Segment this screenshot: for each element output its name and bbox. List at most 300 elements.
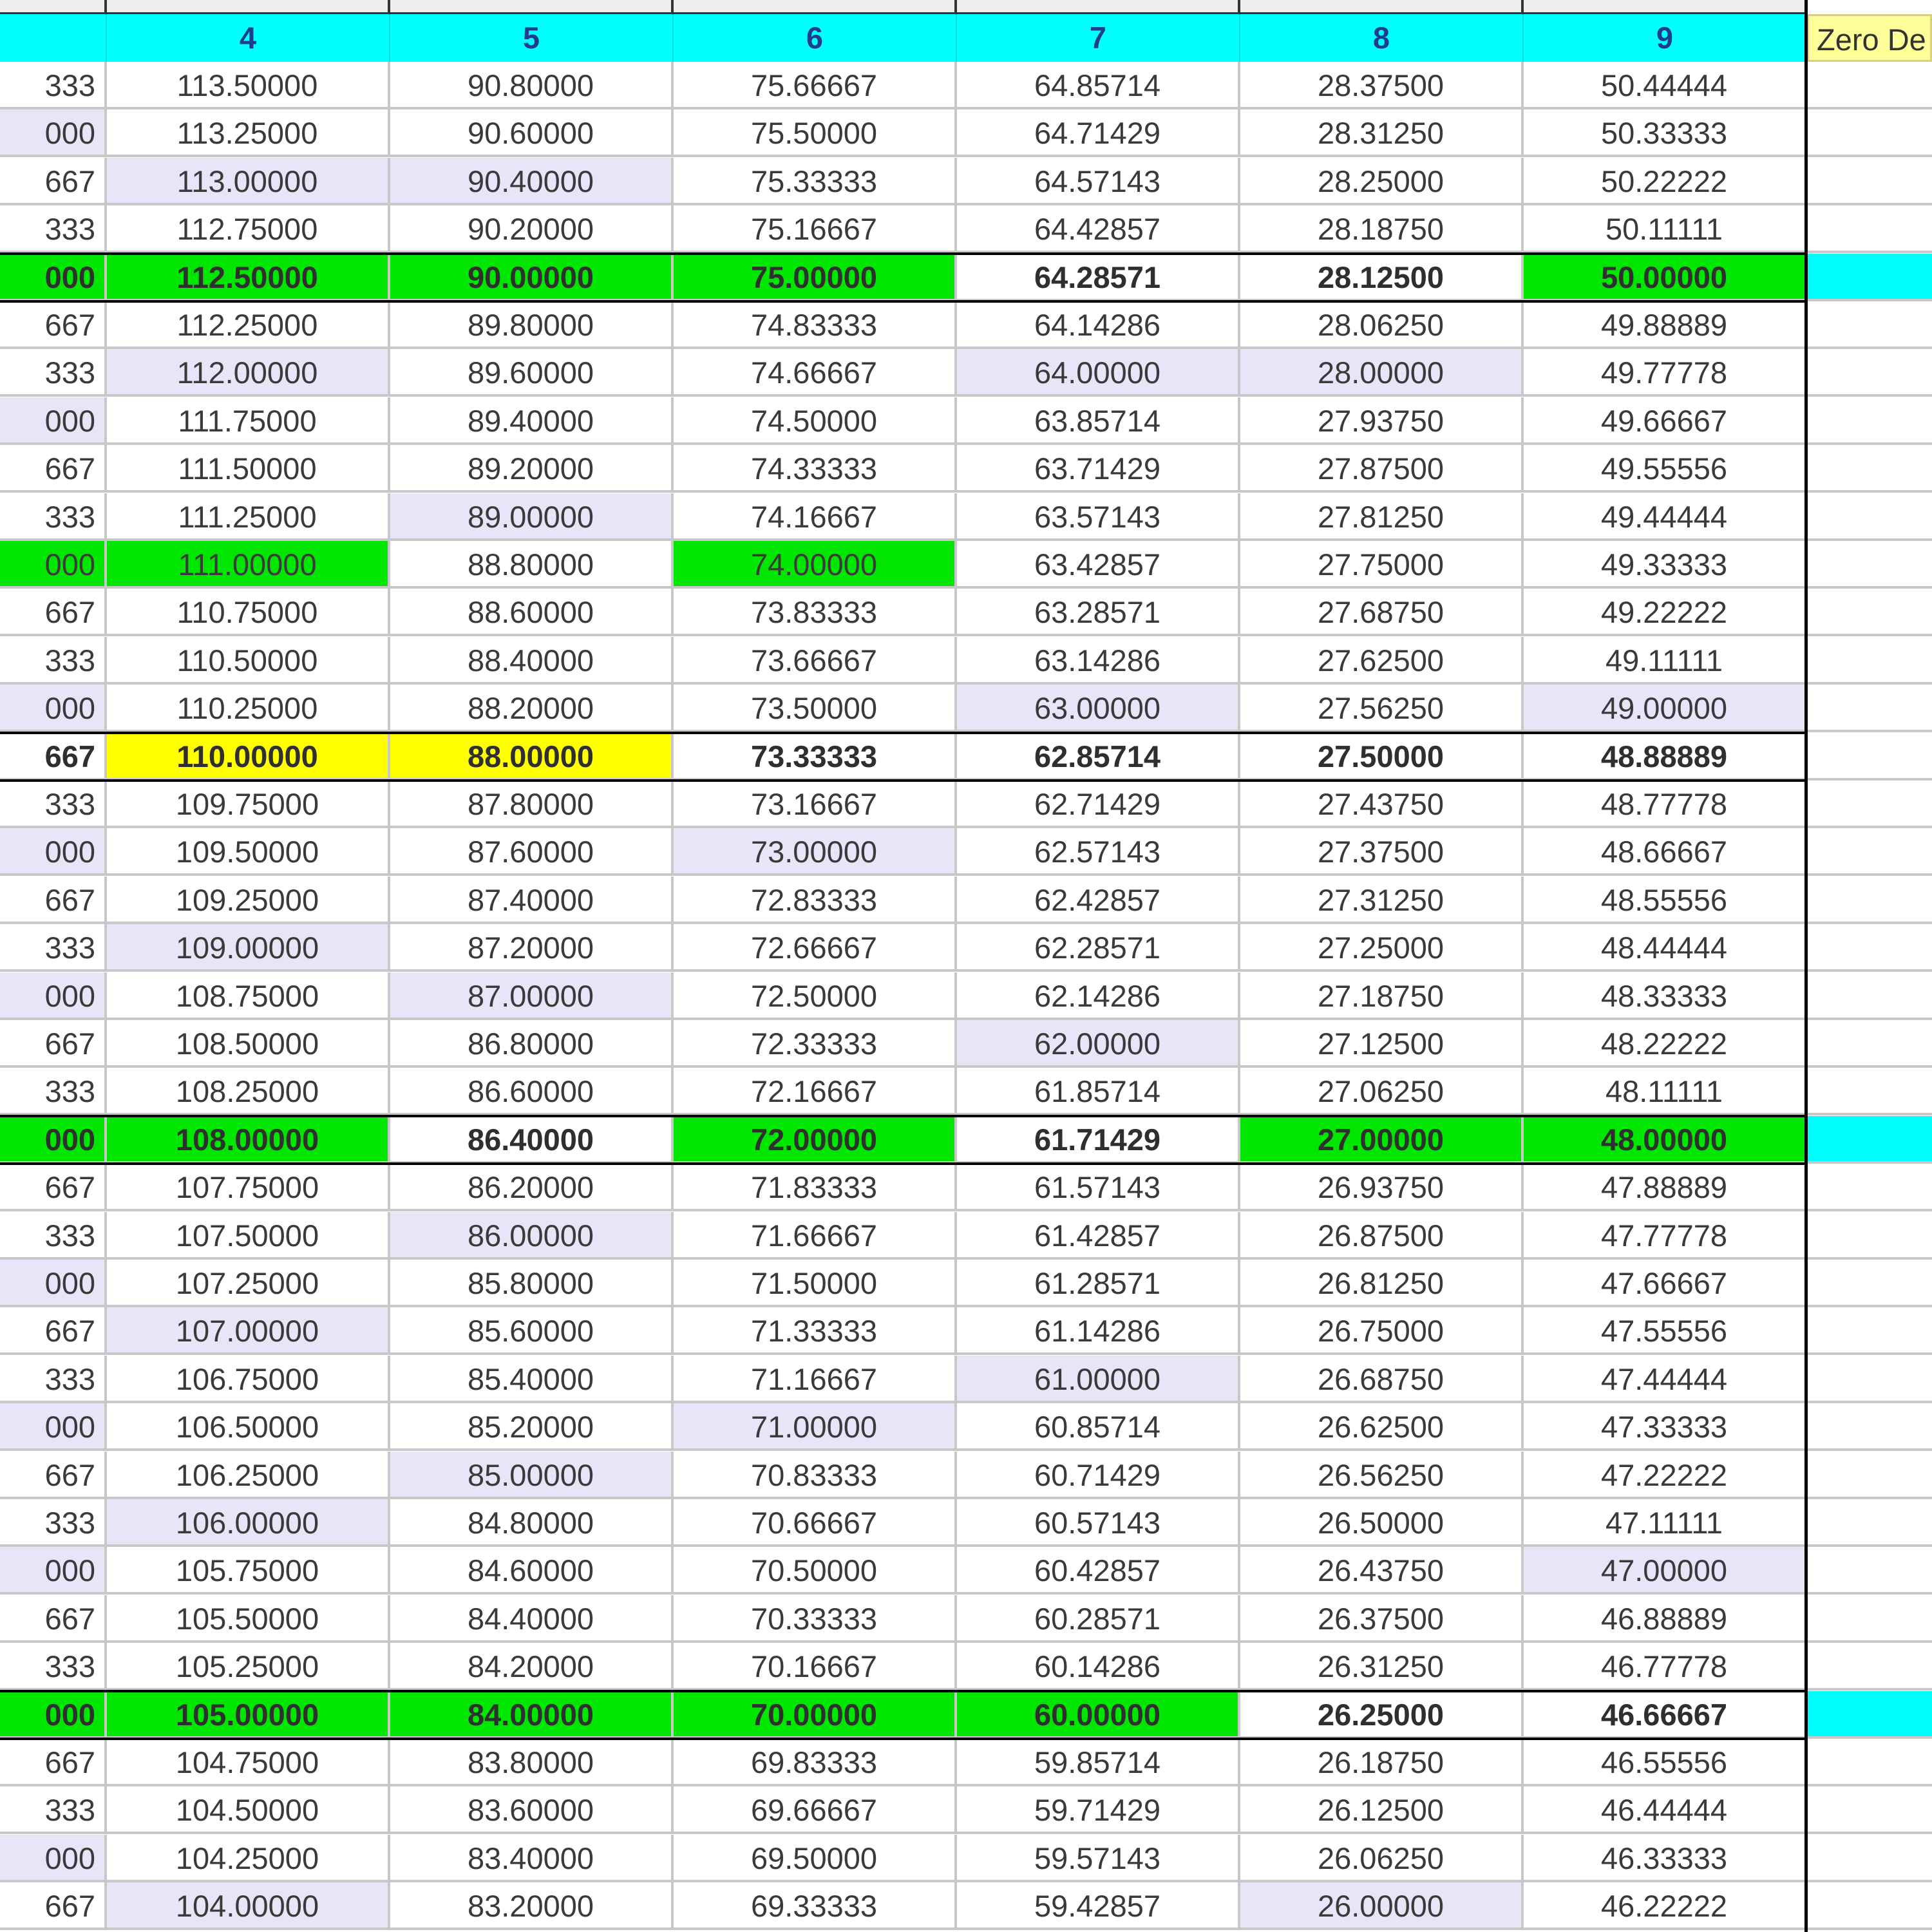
table-cell[interactable]: 000	[0, 397, 107, 445]
table-cell[interactable]: 667	[0, 1164, 107, 1211]
table-cell[interactable]	[1807, 1020, 1932, 1068]
table-cell[interactable]	[1807, 1260, 1932, 1307]
table-cell[interactable]	[1807, 876, 1932, 924]
table-cell[interactable]: 70.16667	[674, 1643, 957, 1690]
table-cell[interactable]: 28.00000	[1240, 349, 1524, 397]
table-cell[interactable]: 85.00000	[390, 1452, 674, 1499]
table-cell[interactable]: 46.88889	[1524, 1595, 1807, 1643]
table-cell[interactable]: 47.55556	[1524, 1307, 1807, 1355]
table-cell[interactable]: 48.88889	[1524, 733, 1807, 781]
table-cell[interactable]: 000	[0, 109, 107, 157]
table-cell[interactable]: 87.40000	[390, 876, 674, 924]
table-cell[interactable]: 000	[0, 1691, 107, 1739]
table-cell[interactable]: 26.12500	[1240, 1786, 1524, 1834]
table-cell[interactable]	[1807, 158, 1932, 205]
table-cell[interactable]: 000	[0, 685, 107, 732]
table-cell[interactable]: 63.85714	[957, 397, 1240, 445]
table-cell[interactable]: 72.33333	[674, 1020, 957, 1068]
table-cell[interactable]	[1807, 349, 1932, 397]
column-header-top[interactable]	[1524, 0, 1807, 14]
table-cell[interactable]: 74.50000	[674, 397, 957, 445]
table-cell[interactable]: 89.80000	[390, 301, 674, 349]
table-cell[interactable]: 000	[0, 1835, 107, 1882]
table-cell[interactable]	[1807, 493, 1932, 541]
table-cell[interactable]: 75.16667	[674, 205, 957, 253]
table-cell[interactable]: 111.50000	[107, 445, 390, 493]
table-cell[interactable]: 333	[0, 493, 107, 541]
table-cell[interactable]: 26.81250	[1240, 1260, 1524, 1307]
table-cell[interactable]: 64.71429	[957, 109, 1240, 157]
table-cell[interactable]: 26.25000	[1240, 1691, 1524, 1739]
table-cell[interactable]: 000	[0, 541, 107, 589]
table-cell[interactable]: 46.44444	[1524, 1786, 1807, 1834]
table-cell[interactable]: 60.85714	[957, 1403, 1240, 1451]
table-cell[interactable]: 90.40000	[390, 158, 674, 205]
table-cell[interactable]: 84.40000	[390, 1595, 674, 1643]
table-cell[interactable]: 667	[0, 158, 107, 205]
table-cell[interactable]: 27.50000	[1240, 733, 1524, 781]
table-cell[interactable]: 90.80000	[390, 62, 674, 109]
table-cell[interactable]: 50.00000	[1524, 254, 1807, 301]
table-cell[interactable]: 47.22222	[1524, 1452, 1807, 1499]
table-cell[interactable]: 667	[0, 301, 107, 349]
table-cell[interactable]: 333	[0, 1356, 107, 1403]
table-cell[interactable]	[1807, 637, 1932, 685]
table-cell[interactable]: 63.14286	[957, 637, 1240, 685]
table-cell[interactable]: 000	[0, 1547, 107, 1595]
table-cell[interactable]: 333	[0, 1212, 107, 1260]
table-cell[interactable]	[1807, 1643, 1932, 1690]
table-cell[interactable]: 000	[0, 1403, 107, 1451]
table-cell[interactable]: 47.00000	[1524, 1547, 1807, 1595]
table-cell[interactable]	[1807, 397, 1932, 445]
column-header-top[interactable]	[0, 0, 107, 14]
table-cell[interactable]: 87.20000	[390, 924, 674, 972]
table-cell[interactable]: 63.71429	[957, 445, 1240, 493]
table-cell[interactable]: 112.75000	[107, 205, 390, 253]
table-cell[interactable]: 73.50000	[674, 685, 957, 732]
table-cell[interactable]: 72.83333	[674, 876, 957, 924]
table-cell[interactable]: 74.00000	[674, 541, 957, 589]
table-cell[interactable]	[1807, 1403, 1932, 1451]
table-cell[interactable]	[1807, 1835, 1932, 1882]
table-cell[interactable]: 108.75000	[107, 972, 390, 1020]
column-header-top[interactable]	[957, 0, 1240, 14]
table-cell[interactable]: 72.50000	[674, 972, 957, 1020]
table-cell[interactable]: 27.25000	[1240, 924, 1524, 972]
table-cell[interactable]: 27.81250	[1240, 493, 1524, 541]
table-cell[interactable]: 89.20000	[390, 445, 674, 493]
table-cell[interactable]: 105.25000	[107, 1643, 390, 1690]
table-cell[interactable]: 60.14286	[957, 1643, 1240, 1690]
table-cell[interactable]: 88.60000	[390, 589, 674, 636]
table-cell[interactable]: 72.66667	[674, 924, 957, 972]
table-cell[interactable]: 27.93750	[1240, 397, 1524, 445]
table-cell[interactable]: 61.28571	[957, 1260, 1240, 1307]
table-cell[interactable]: 49.11111	[1524, 637, 1807, 685]
table-cell[interactable]: 69.83333	[674, 1739, 957, 1786]
table-cell[interactable]: 73.66667	[674, 637, 957, 685]
table-cell[interactable]: 000	[0, 972, 107, 1020]
table-cell[interactable]: 71.33333	[674, 1307, 957, 1355]
table-cell[interactable]: 26.43750	[1240, 1547, 1524, 1595]
table-cell[interactable]: 84.00000	[390, 1691, 674, 1739]
table-cell[interactable]: 49.44444	[1524, 493, 1807, 541]
table-cell[interactable]: 27.37500	[1240, 828, 1524, 876]
table-cell[interactable]: 86.00000	[390, 1212, 674, 1260]
table-cell[interactable]: 26.06250	[1240, 1835, 1524, 1882]
table-cell[interactable]: 89.00000	[390, 493, 674, 541]
table-cell[interactable]: 333	[0, 781, 107, 828]
table-cell[interactable]: 000	[0, 828, 107, 876]
table-cell[interactable]: 106.00000	[107, 1499, 390, 1547]
table-cell[interactable]: 48.77778	[1524, 781, 1807, 828]
table-cell[interactable]: 63.28571	[957, 589, 1240, 636]
table-cell[interactable]	[1807, 445, 1932, 493]
table-cell[interactable]: 74.66667	[674, 349, 957, 397]
table-cell[interactable]: 62.14286	[957, 972, 1240, 1020]
table-cell[interactable]: 74.16667	[674, 493, 957, 541]
table-cell[interactable]: 73.00000	[674, 828, 957, 876]
table-cell[interactable]: 64.14286	[957, 301, 1240, 349]
header-cell-zero[interactable]: Zero De	[1807, 14, 1932, 62]
table-cell[interactable]: 105.75000	[107, 1547, 390, 1595]
table-cell[interactable]: 89.60000	[390, 349, 674, 397]
header-cell-9[interactable]: 9	[1524, 14, 1807, 62]
table-cell[interactable]	[1807, 1595, 1932, 1643]
table-cell[interactable]: 62.71429	[957, 781, 1240, 828]
table-cell[interactable]: 59.71429	[957, 1786, 1240, 1834]
table-cell[interactable]: 667	[0, 733, 107, 781]
table-cell[interactable]: 111.25000	[107, 493, 390, 541]
table-cell[interactable]: 90.60000	[390, 109, 674, 157]
table-cell[interactable]: 50.11111	[1524, 205, 1807, 253]
table-cell[interactable]: 333	[0, 205, 107, 253]
table-cell[interactable]: 28.06250	[1240, 301, 1524, 349]
table-cell[interactable]: 85.80000	[390, 1260, 674, 1307]
table-cell[interactable]: 28.37500	[1240, 62, 1524, 109]
table-cell[interactable]: 64.00000	[957, 349, 1240, 397]
table-cell[interactable]: 49.77778	[1524, 349, 1807, 397]
table-cell[interactable]: 75.50000	[674, 109, 957, 157]
table-cell[interactable]	[1807, 1356, 1932, 1403]
table-cell[interactable]: 333	[0, 637, 107, 685]
table-cell[interactable]: 75.33333	[674, 158, 957, 205]
header-cell-6[interactable]: 6	[674, 14, 957, 62]
table-cell[interactable]: 90.00000	[390, 254, 674, 301]
table-cell[interactable]	[1807, 1164, 1932, 1211]
table-cell[interactable]	[1807, 1212, 1932, 1260]
table-cell[interactable]: 71.83333	[674, 1164, 957, 1211]
table-cell[interactable]: 62.85714	[957, 733, 1240, 781]
table-cell[interactable]: 59.57143	[957, 1835, 1240, 1882]
table-cell[interactable]	[1807, 1452, 1932, 1499]
table-cell[interactable]: 667	[0, 1307, 107, 1355]
column-header-top[interactable]	[674, 0, 957, 14]
table-cell[interactable]: 111.00000	[107, 541, 390, 589]
table-cell[interactable]: 46.77778	[1524, 1643, 1807, 1690]
table-cell[interactable]	[1807, 205, 1932, 253]
table-cell[interactable]	[1807, 1499, 1932, 1547]
table-cell[interactable]: 50.33333	[1524, 109, 1807, 157]
table-cell[interactable]: 667	[0, 1595, 107, 1643]
table-cell[interactable]: 000	[0, 254, 107, 301]
table-cell[interactable]: 48.00000	[1524, 1116, 1807, 1164]
table-cell[interactable]: 107.75000	[107, 1164, 390, 1211]
table-cell[interactable]: 27.12500	[1240, 1020, 1524, 1068]
table-cell[interactable]: 112.50000	[107, 254, 390, 301]
table-cell[interactable]	[1807, 254, 1932, 301]
table-cell[interactable]: 47.77778	[1524, 1212, 1807, 1260]
table-cell[interactable]: 70.83333	[674, 1452, 957, 1499]
table-cell[interactable]: 26.56250	[1240, 1452, 1524, 1499]
table-cell[interactable]: 109.75000	[107, 781, 390, 828]
table-cell[interactable]: 106.75000	[107, 1356, 390, 1403]
table-cell[interactable]: 63.57143	[957, 493, 1240, 541]
table-cell[interactable]	[1807, 781, 1932, 828]
table-cell[interactable]: 49.66667	[1524, 397, 1807, 445]
table-cell[interactable]: 87.80000	[390, 781, 674, 828]
table-cell[interactable]: 108.50000	[107, 1020, 390, 1068]
table-cell[interactable]: 000	[0, 1260, 107, 1307]
table-cell[interactable]: 62.28571	[957, 924, 1240, 972]
table-cell[interactable]: 667	[0, 876, 107, 924]
table-cell[interactable]: 106.25000	[107, 1452, 390, 1499]
table-cell[interactable]: 110.50000	[107, 637, 390, 685]
table-cell[interactable]: 49.22222	[1524, 589, 1807, 636]
table-cell[interactable]: 60.57143	[957, 1499, 1240, 1547]
table-cell[interactable]: 49.88889	[1524, 301, 1807, 349]
table-cell[interactable]: 26.62500	[1240, 1403, 1524, 1451]
table-cell[interactable]: 27.00000	[1240, 1116, 1524, 1164]
table-cell[interactable]: 46.22222	[1524, 1882, 1807, 1930]
table-cell[interactable]: 87.00000	[390, 972, 674, 1020]
table-cell[interactable]: 84.80000	[390, 1499, 674, 1547]
table-cell[interactable]: 71.16667	[674, 1356, 957, 1403]
table-cell[interactable]: 27.87500	[1240, 445, 1524, 493]
table-cell[interactable]: 59.85714	[957, 1739, 1240, 1786]
header-cell-5[interactable]: 5	[390, 14, 674, 62]
table-cell[interactable]: 75.00000	[674, 254, 957, 301]
table-cell[interactable]: 69.66667	[674, 1786, 957, 1834]
table-cell[interactable]	[1807, 924, 1932, 972]
table-cell[interactable]: 667	[0, 1739, 107, 1786]
header-cell-blank[interactable]	[0, 14, 107, 62]
table-cell[interactable]: 61.57143	[957, 1164, 1240, 1211]
table-cell[interactable]: 667	[0, 1020, 107, 1068]
table-cell[interactable]: 105.00000	[107, 1691, 390, 1739]
table-cell[interactable]: 113.25000	[107, 109, 390, 157]
table-cell[interactable]: 70.33333	[674, 1595, 957, 1643]
table-cell[interactable]: 333	[0, 1643, 107, 1690]
table-cell[interactable]: 105.50000	[107, 1595, 390, 1643]
table-cell[interactable]: 333	[0, 924, 107, 972]
table-cell[interactable]: 27.43750	[1240, 781, 1524, 828]
table-cell[interactable]: 86.80000	[390, 1020, 674, 1068]
table-cell[interactable]: 108.00000	[107, 1116, 390, 1164]
table-cell[interactable]: 73.83333	[674, 589, 957, 636]
table-cell[interactable]: 88.20000	[390, 685, 674, 732]
table-cell[interactable]: 107.50000	[107, 1212, 390, 1260]
table-cell[interactable]: 28.31250	[1240, 109, 1524, 157]
table-cell[interactable]: 27.31250	[1240, 876, 1524, 924]
table-cell[interactable]: 26.75000	[1240, 1307, 1524, 1355]
table-cell[interactable]: 48.66667	[1524, 828, 1807, 876]
table-cell[interactable]: 84.60000	[390, 1547, 674, 1595]
table-cell[interactable]: 113.50000	[107, 62, 390, 109]
table-cell[interactable]: 62.42857	[957, 876, 1240, 924]
table-cell[interactable]: 83.60000	[390, 1786, 674, 1834]
table-cell[interactable]: 104.75000	[107, 1739, 390, 1786]
table-cell[interactable]: 113.00000	[107, 158, 390, 205]
table-cell[interactable]: 73.33333	[674, 733, 957, 781]
table-cell[interactable]: 26.31250	[1240, 1643, 1524, 1690]
table-cell[interactable]: 667	[0, 1882, 107, 1930]
table-cell[interactable]: 49.33333	[1524, 541, 1807, 589]
table-cell[interactable]: 61.71429	[957, 1116, 1240, 1164]
table-cell[interactable]: 333	[0, 1786, 107, 1834]
table-cell[interactable]: 26.37500	[1240, 1595, 1524, 1643]
table-cell[interactable]: 26.50000	[1240, 1499, 1524, 1547]
table-cell[interactable]: 106.50000	[107, 1403, 390, 1451]
table-cell[interactable]	[1807, 1307, 1932, 1355]
header-cell-4[interactable]: 4	[107, 14, 390, 62]
table-cell[interactable]: 000	[0, 1116, 107, 1164]
table-cell[interactable]: 85.20000	[390, 1403, 674, 1451]
table-cell[interactable]	[1807, 62, 1932, 109]
table-cell[interactable]: 63.00000	[957, 685, 1240, 732]
table-cell[interactable]: 27.75000	[1240, 541, 1524, 589]
table-cell[interactable]	[1807, 1691, 1932, 1739]
table-cell[interactable]	[1807, 541, 1932, 589]
table-cell[interactable]	[1807, 109, 1932, 157]
table-cell[interactable]: 48.55556	[1524, 876, 1807, 924]
table-cell[interactable]: 89.40000	[390, 397, 674, 445]
table-cell[interactable]: 86.60000	[390, 1068, 674, 1115]
table-cell[interactable]: 111.75000	[107, 397, 390, 445]
table-cell[interactable]: 83.40000	[390, 1835, 674, 1882]
table-cell[interactable]: 61.00000	[957, 1356, 1240, 1403]
table-cell[interactable]: 70.50000	[674, 1547, 957, 1595]
table-cell[interactable]: 61.42857	[957, 1212, 1240, 1260]
table-cell[interactable]	[1807, 972, 1932, 1020]
table-cell[interactable]: 104.25000	[107, 1835, 390, 1882]
table-cell[interactable]: 47.88889	[1524, 1164, 1807, 1211]
table-cell[interactable]: 28.18750	[1240, 205, 1524, 253]
table-cell[interactable]: 26.00000	[1240, 1882, 1524, 1930]
table-cell[interactable]	[1807, 589, 1932, 636]
table-cell[interactable]: 72.16667	[674, 1068, 957, 1115]
column-header-top[interactable]	[390, 0, 674, 14]
table-cell[interactable]: 47.11111	[1524, 1499, 1807, 1547]
table-cell[interactable]: 26.68750	[1240, 1356, 1524, 1403]
table-cell[interactable]: 83.20000	[390, 1882, 674, 1930]
table-cell[interactable]: 112.00000	[107, 349, 390, 397]
table-cell[interactable]: 110.00000	[107, 733, 390, 781]
table-cell[interactable]: 49.55556	[1524, 445, 1807, 493]
table-cell[interactable]: 90.20000	[390, 205, 674, 253]
table-cell[interactable]: 88.80000	[390, 541, 674, 589]
table-cell[interactable]: 75.66667	[674, 62, 957, 109]
table-cell[interactable]: 333	[0, 349, 107, 397]
table-cell[interactable]: 62.00000	[957, 1020, 1240, 1068]
table-cell[interactable]	[1807, 1547, 1932, 1595]
table-cell[interactable]: 50.44444	[1524, 62, 1807, 109]
table-cell[interactable]: 667	[0, 1452, 107, 1499]
table-cell[interactable]: 28.25000	[1240, 158, 1524, 205]
column-header-top[interactable]	[107, 0, 390, 14]
table-cell[interactable]: 86.40000	[390, 1116, 674, 1164]
table-cell[interactable]: 85.60000	[390, 1307, 674, 1355]
table-cell[interactable]: 71.66667	[674, 1212, 957, 1260]
table-cell[interactable]	[1807, 1786, 1932, 1834]
table-cell[interactable]: 333	[0, 1068, 107, 1115]
table-cell[interactable]: 333	[0, 62, 107, 109]
table-cell[interactable]: 47.33333	[1524, 1403, 1807, 1451]
table-cell[interactable]: 28.12500	[1240, 254, 1524, 301]
table-cell[interactable]: 70.00000	[674, 1691, 957, 1739]
table-cell[interactable]: 64.42857	[957, 205, 1240, 253]
table-cell[interactable]: 107.00000	[107, 1307, 390, 1355]
table-cell[interactable]	[1807, 828, 1932, 876]
table-cell[interactable]: 59.42857	[957, 1882, 1240, 1930]
table-cell[interactable]: 48.11111	[1524, 1068, 1807, 1115]
table-cell[interactable]: 110.25000	[107, 685, 390, 732]
table-cell[interactable]	[1807, 1882, 1932, 1930]
table-cell[interactable]: 109.00000	[107, 924, 390, 972]
table-cell[interactable]: 60.28571	[957, 1595, 1240, 1643]
table-cell[interactable]: 60.42857	[957, 1547, 1240, 1595]
header-cell-8[interactable]: 8	[1240, 14, 1524, 62]
table-cell[interactable]: 83.80000	[390, 1739, 674, 1786]
table-cell[interactable]	[1807, 733, 1932, 781]
table-cell[interactable]: 48.22222	[1524, 1020, 1807, 1068]
table-cell[interactable]: 46.55556	[1524, 1739, 1807, 1786]
column-header-top[interactable]	[1240, 0, 1524, 14]
table-cell[interactable]: 107.25000	[107, 1260, 390, 1307]
table-cell[interactable]: 64.85714	[957, 62, 1240, 109]
table-cell[interactable]: 70.66667	[674, 1499, 957, 1547]
table-cell[interactable]: 86.20000	[390, 1164, 674, 1211]
table-cell[interactable]	[1807, 685, 1932, 732]
table-cell[interactable]	[1807, 1116, 1932, 1164]
table-cell[interactable]: 667	[0, 445, 107, 493]
table-cell[interactable]: 27.06250	[1240, 1068, 1524, 1115]
table-cell[interactable]: 74.33333	[674, 445, 957, 493]
table-cell[interactable]: 71.00000	[674, 1403, 957, 1451]
table-cell[interactable]: 69.50000	[674, 1835, 957, 1882]
table-cell[interactable]: 72.00000	[674, 1116, 957, 1164]
table-cell[interactable]: 64.28571	[957, 254, 1240, 301]
table-cell[interactable]: 84.20000	[390, 1643, 674, 1690]
table-cell[interactable]: 88.40000	[390, 637, 674, 685]
table-cell[interactable]: 27.56250	[1240, 685, 1524, 732]
table-cell[interactable]: 104.00000	[107, 1882, 390, 1930]
table-cell[interactable]: 60.71429	[957, 1452, 1240, 1499]
table-cell[interactable]: 49.00000	[1524, 685, 1807, 732]
table-cell[interactable]: 109.50000	[107, 828, 390, 876]
table-cell[interactable]: 69.33333	[674, 1882, 957, 1930]
table-cell[interactable]: 50.22222	[1524, 158, 1807, 205]
table-cell[interactable]: 26.18750	[1240, 1739, 1524, 1786]
table-cell[interactable]	[1807, 1739, 1932, 1786]
table-cell[interactable]: 109.25000	[107, 876, 390, 924]
table-cell[interactable]: 88.00000	[390, 733, 674, 781]
table-cell[interactable]: 333	[0, 1499, 107, 1547]
table-cell[interactable]: 64.57143	[957, 158, 1240, 205]
table-cell[interactable]: 46.66667	[1524, 1691, 1807, 1739]
table-cell[interactable]: 26.87500	[1240, 1212, 1524, 1260]
